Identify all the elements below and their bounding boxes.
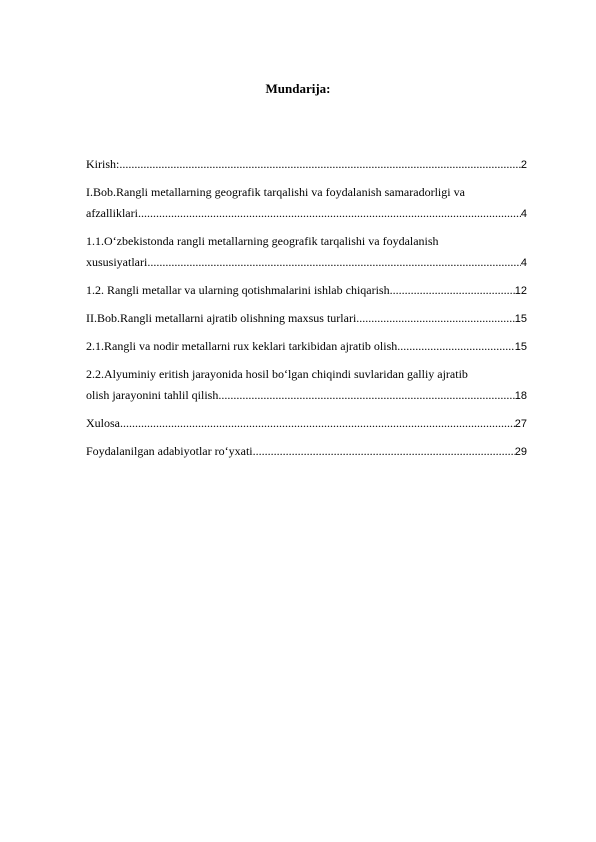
toc-entry-text: 1.2. Rangli metallar va ularning qotishmalarini ishlab chiqarish xyxy=(86,283,390,297)
toc-page-number: 2 xyxy=(520,159,527,171)
toc-entry-chapter-2[interactable] xyxy=(86,308,527,330)
toc-page-number: 15 xyxy=(514,313,527,325)
toc-page-number: 4 xyxy=(520,257,527,269)
toc-leader-dots xyxy=(390,280,515,301)
toc-entry-section-1-1[interactable] xyxy=(86,231,527,274)
toc-leader-dots xyxy=(253,441,515,462)
toc-leader-dots xyxy=(119,154,521,175)
toc-leader-dots xyxy=(147,252,521,273)
toc-entry-section-2-2[interactable] xyxy=(86,364,527,407)
toc-entry-chapter-1[interactable] xyxy=(86,182,527,225)
toc-page-number: 15 xyxy=(514,341,527,353)
toc-page-number: 27 xyxy=(514,418,527,430)
toc-entry-text: II.Bob.Rangli metallarni ajratib olishning maxsus turlari xyxy=(86,311,357,325)
toc-entry-text-line1: 1.1.O‘zbekistonda rangli metallarning geografik tarqalishi va foydalanish xyxy=(86,234,439,248)
toc-entry-text: Xulosa xyxy=(86,416,120,430)
toc-leader-dots xyxy=(397,336,515,357)
toc-page-number: 4 xyxy=(520,208,527,220)
toc-entry-text-line1: I.Bob.Rangli metallarning geografik tarqalishi va foydalanish samaradorligi va xyxy=(86,185,465,199)
toc-page-number: 29 xyxy=(514,446,527,458)
toc-entry-xulosa[interactable] xyxy=(86,413,527,435)
toc-leader-dots xyxy=(138,203,521,224)
toc-entry-text: afzalliklari xyxy=(86,206,138,220)
toc-entry-text-line1: 2.2.Alyuminiy eritish jarayonida hosil bo‘lgan chiqindi suvlaridan galliy ajratib xyxy=(86,367,468,381)
toc-entry-section-2-1[interactable] xyxy=(86,336,527,358)
toc-entry-adabiyotlar[interactable] xyxy=(86,441,527,463)
toc-page-number: 18 xyxy=(514,390,527,402)
toc-entry-text: Kirish: xyxy=(86,157,120,171)
toc-leader-dots xyxy=(356,308,514,329)
toc-entry-section-1-2[interactable] xyxy=(86,280,527,302)
toc-leader-dots xyxy=(120,413,515,434)
toc-leader-dots xyxy=(218,385,514,406)
toc-page-number: 12 xyxy=(514,285,527,297)
toc-entry-text: olish jarayonini tahlil qilish xyxy=(86,388,219,402)
table-of-contents xyxy=(86,154,527,469)
toc-entry-text: xususiyatlari xyxy=(86,255,148,269)
toc-entry-text: Foydalanilgan adabiyotlar ro‘yxati xyxy=(86,444,253,458)
page-title: Mundarija: xyxy=(265,81,331,96)
toc-entry-text: 2.1.Rangli va nodir metallarni rux keklari tarkibidan ajratib olish xyxy=(86,339,398,353)
toc-entry-kirish[interactable] xyxy=(86,154,527,176)
